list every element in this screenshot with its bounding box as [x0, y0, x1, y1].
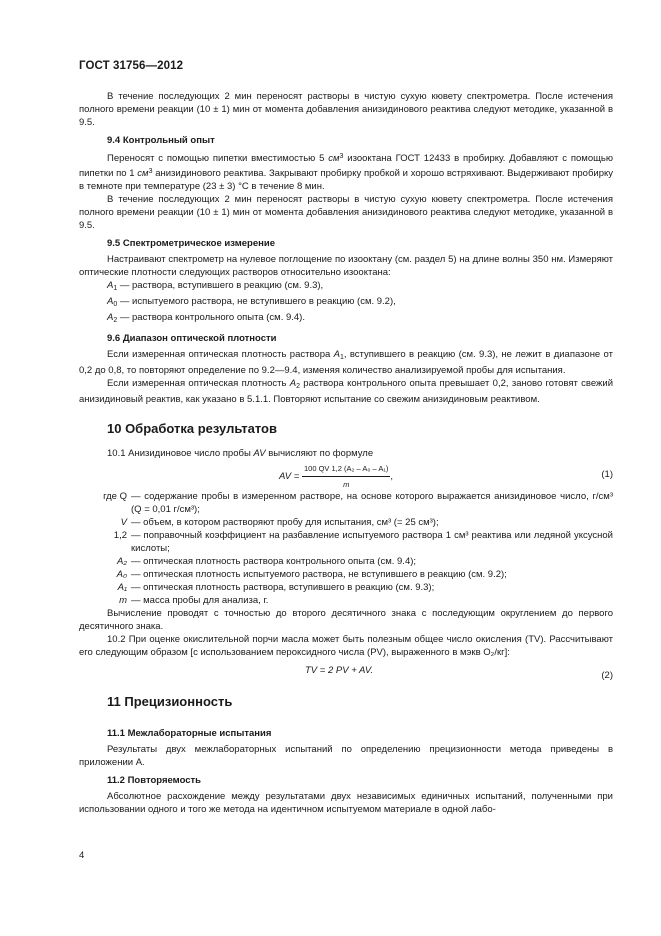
paragraph-9-3: В течение последующих 2 мин переносят растворы в чистую сухую кювету спектрометра. После истечения полного времени реакции (10 ± 1) мин от момента добавления анизидинового реактива следуют методике, указанной в 9.5. [79, 91, 613, 128]
heading-9-4: 9.4 Контрольный опыт [107, 135, 215, 146]
symbol-definition: V — объем, в котором растворяют пробу для испытания, см³ (= 25 см³); [120, 517, 439, 528]
heading-9-5: 9.5 Спектрометрическое измерение [107, 238, 275, 249]
paragraph-10-2: 10.2 При оценке окислительной порчи масла может быть полезным общее число окисления (TV). Рассчитывают его следующим образом [с использованием пероксидного числа (PV), выраженного в мэкв O₂/кг]: [79, 634, 613, 658]
paragraph-9-4-1: Переносят с помощью пипетки вместимостью 5 $см^3$ изооктана ГОСТ 12433 в пробирку. Добавляют с помощью пипетки по 1 $см^3$ анизидинового реактива. Закрывают пробирку пробкой и хорошо встряхивают. Выдерживают пробирку в темноте при температуре (23 ± 3) °С в течение 8 мин. [79, 153, 613, 192]
symbol-definition: A₀ — оптическая плотность испытуемого раствора, не вступившего в реакцию (см. 9.2); [116, 569, 507, 580]
paragraph-11-2: Абсолютное расхождение между результатами двух независимых единичных испытаний, полученными при использовании одного и того же метода на идентичном испытуемом материале в одной лабо- [79, 791, 613, 815]
absorbance-item: $A_1$ — раствора, вступившего в реакцию (см. 9.3), [107, 280, 324, 292]
paragraph-9-4-2: В течение последующих 2 мин переносят растворы в чистую сухую кювету спектрометра. После истечения полного времени реакции (10 ± 1) мин от момента добавления анизидинового реактива следуют методике, указанной в 9.5. [79, 194, 613, 231]
symbol-definition: A₂ — оптическая плотность раствора контрольного опыта (см. 9.4); [117, 556, 417, 567]
page-number: 4 [79, 850, 85, 861]
paragraph-calc: Вычисление проводят с точностью до второго десятичного знака с последующим округлением до первого десятичного знака. [79, 608, 613, 632]
formula-1-numerator: 100 QV 1,2 (A₂ – A₀ – A₁) [302, 462, 390, 477]
heading-9-6: 9.6 Диапазон оптической плотности [107, 333, 277, 344]
paragraph-9-6-2: Если измеренная оптическая плотность $A_2$ раствора контрольного опыта превышает 0,2, заново готовят свежий анизидиновый реактив, как указано в 5.1.1. Повторяют испытание со свежим анизидиновым реактивом. [79, 378, 614, 405]
absorbance-item: $A_0$ — испытуемого раствора, не вступившего в реакцию (см. 9.2), [107, 296, 396, 308]
paragraph-10-1: 10.1 Анизидиновое число пробы AV вычисляют по формуле [107, 448, 374, 459]
heading-11-2: 11.2 Повторяемость [107, 775, 202, 786]
formula-1-number: (1) [601, 469, 613, 480]
symbol-definition: A₁ — оптическая плотность раствора, вступившего в реакцию (см. 9.3); [117, 582, 435, 593]
symbol-definition: где Q — содержание пробы в измеренном растворе, на основе которого выражается анизидиновое число, г/см³ (Q = 0,01 г/см³); [103, 491, 613, 515]
formula-2-number: (2) [601, 670, 613, 681]
symbol-definition: m — масса пробы для анализа, г. [119, 595, 269, 606]
page-header: ГОСТ 31756—2012 [79, 60, 184, 72]
formula-1-lhs: AV = [279, 471, 302, 483]
document-body [79, 90, 613, 816]
symbol-definitions [79, 490, 613, 607]
absorbance-item: $A_2$ — раствора контрольного опыта (см. 9.4). [107, 312, 305, 324]
paragraph-11-1: Результаты двух межлабораторных испытаний по определению прецизионности метода приведены в приложении А. [79, 744, 613, 768]
symbol-definition: 1,2 — поправочный коэффициент на разбавление испытуемого раствора 1 см³ реактива или ледяной уксусной кислоты; [113, 530, 613, 554]
paragraph-9-5: Настраивают спектрометр на нулевое поглощение по изооктану (см. раздел 5) на длине волны 350 нм. Измеряют оптические плотности следующих растворов относительно изооктана: [79, 254, 613, 278]
heading-section-10: 10 Обработка результатов [107, 421, 277, 436]
formula-1-fraction [302, 462, 390, 491]
heading-section-11: 11 Прецизионность [107, 694, 233, 709]
formula-2 [79, 659, 613, 683]
heading-11-1: 11.1 Межлабораторные испытания [107, 728, 272, 739]
formula-1: AV = $\frac{\text{100 QV 1,2 (A₂ – A₀ – A₁)}}{m}$ , (1) [279, 464, 613, 489]
paragraph-9-6-1: Если измеренная оптическая плотность раствора $A_1$, вступившего в реакцию (см. 9.3), не лежит в диапазоне от 0,2 до 0,8, то повторяют определение по 9.2—9.4, изменяя количество анализируемой пробы для испытания. [79, 349, 613, 376]
formula-1-denominator: m [343, 480, 350, 489]
absorbance-list [79, 279, 613, 327]
formula-2-body: TV = 2 PV + AV. [305, 665, 374, 676]
